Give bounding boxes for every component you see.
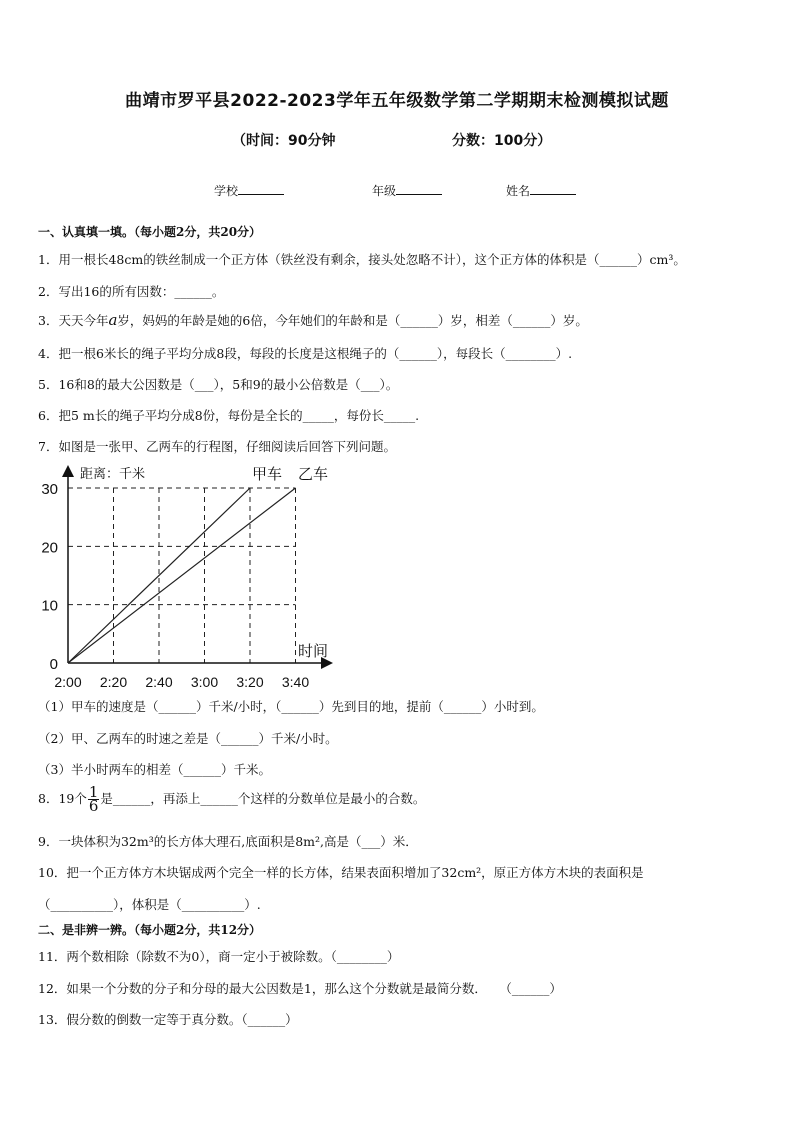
series-label-0: 甲车 — [252, 465, 283, 483]
fraction-numerator: 1 — [88, 783, 99, 801]
question-12: 12．如果一个分数的分子和分母的最大公因数是1，那么这个分数就是最简分数． （______） — [38, 981, 562, 996]
question-8 — [38, 783, 426, 815]
question-8-part-a: 8．19个 — [38, 791, 87, 806]
exam-time: （时间：90分钟 — [232, 133, 336, 149]
y-tick-label-20: 20 — [41, 539, 58, 557]
section-2-heading: 二、是非辨一辨。（每小题2分，共12分） — [38, 923, 262, 937]
question-10-continued: （__________），体积是（__________）. — [38, 897, 261, 912]
series-line-1 — [68, 488, 296, 663]
question-7-3: （3）半小时两车的相差（______）千米。 — [38, 762, 271, 777]
question-13: 13．假分数的倒数一定等于真分数。（______） — [38, 1012, 298, 1027]
question-6: 6．把5 m长的绳子平均分成8份，每份是全长的_____，每份长_____. — [38, 408, 420, 423]
exam-score: 分数：100分） — [452, 133, 552, 149]
x-tick-label-4: 3:20 — [236, 674, 264, 690]
x-tick-label-3: 3:00 — [190, 674, 219, 690]
question-11: 11．两个数相除（除数不为0），商一定小于被除数。（________） — [38, 949, 400, 964]
school-field[interactable] — [214, 182, 284, 199]
question-2: 2．写出16的所有因数：______。 — [38, 284, 225, 299]
name-field[interactable] — [506, 182, 576, 199]
school-blank[interactable] — [238, 182, 284, 195]
name-blank[interactable] — [530, 182, 576, 195]
chart-axes — [68, 468, 330, 663]
x-tick-label-0: 2:00 — [54, 674, 82, 690]
travel-chart — [30, 460, 350, 692]
question-7: 7．如图是一张甲、乙两车的行程图，仔细阅读后回答下列问题。 — [38, 439, 396, 454]
grade-label: 年级 — [372, 184, 397, 198]
school-label: 学校 — [214, 184, 239, 198]
page-title: 曲靖市罗平县2022-2023学年五年级数学第二学期期末检测模拟试题 — [125, 91, 669, 111]
question-7-1: （1）甲车的速度是（______）千米/小时，（______）先到目的地，提前（______）小时到。 — [38, 699, 544, 714]
question-9: 9．一块体积为32m³的长方体大理石,底面积是8m²,高是（___）米． — [38, 834, 418, 849]
grade-field[interactable] — [372, 182, 442, 199]
x-tick-label-1: 2:20 — [99, 674, 128, 690]
question-3-part-a: 3．天天今年 — [38, 313, 109, 328]
question-5: 5．16和8的最大公因数是（___），5和9的最小公倍数是（___）。 — [38, 377, 399, 392]
x-tick-label-5: 3:40 — [281, 674, 310, 690]
x-axis-label: 时间 — [298, 642, 329, 660]
x-tick-label-2: 2:40 — [145, 674, 173, 690]
y-tick-label-0: 0 — [49, 656, 58, 673]
series-label-1: 乙车 — [298, 465, 329, 483]
question-3-part-b: 岁，妈妈的年龄是她的6倍，今年她们的年龄和是（______）岁，相差（______）岁。 — [117, 313, 588, 328]
y-tick-label-30: 30 — [41, 481, 58, 498]
fraction-one-sixth — [88, 783, 100, 815]
question-8-part-b: 是______，再添上______个这样的分数单位是最小的合数。 — [100, 791, 426, 806]
question-1: 1．用一根长48cm的铁丝制成一个正方体（铁丝没有剩余，接头处忽略不计），这个正方体的体积是（______）cm³。 — [38, 252, 686, 267]
section-1-heading: 一、认真填一填。（每小题2分，共20分） — [38, 225, 262, 239]
question-10: 10．把一个正方体方木块锯成两个完全一样的长方体，结果表面积增加了32cm²，原正方体方木块的表面积是 — [38, 865, 644, 880]
chart-series — [68, 488, 296, 663]
name-label: 姓名 — [506, 184, 531, 198]
question-3 — [38, 311, 588, 329]
chart-labels — [41, 465, 328, 690]
question-7-2: （2）甲、乙两车的时速之差是（______）千米/小时。 — [38, 731, 338, 746]
y-axis-label: 距离：千米 — [80, 467, 146, 482]
grade-blank[interactable] — [396, 182, 442, 195]
y-tick-label-10: 10 — [41, 597, 58, 615]
question-3-variable: a — [108, 311, 118, 329]
question-4: 4．把一根6米长的绳子平均分成8段，每段的长度是这根绳子的（______），每段长（________）. — [38, 346, 573, 361]
fraction-denominator: 6 — [88, 797, 99, 815]
